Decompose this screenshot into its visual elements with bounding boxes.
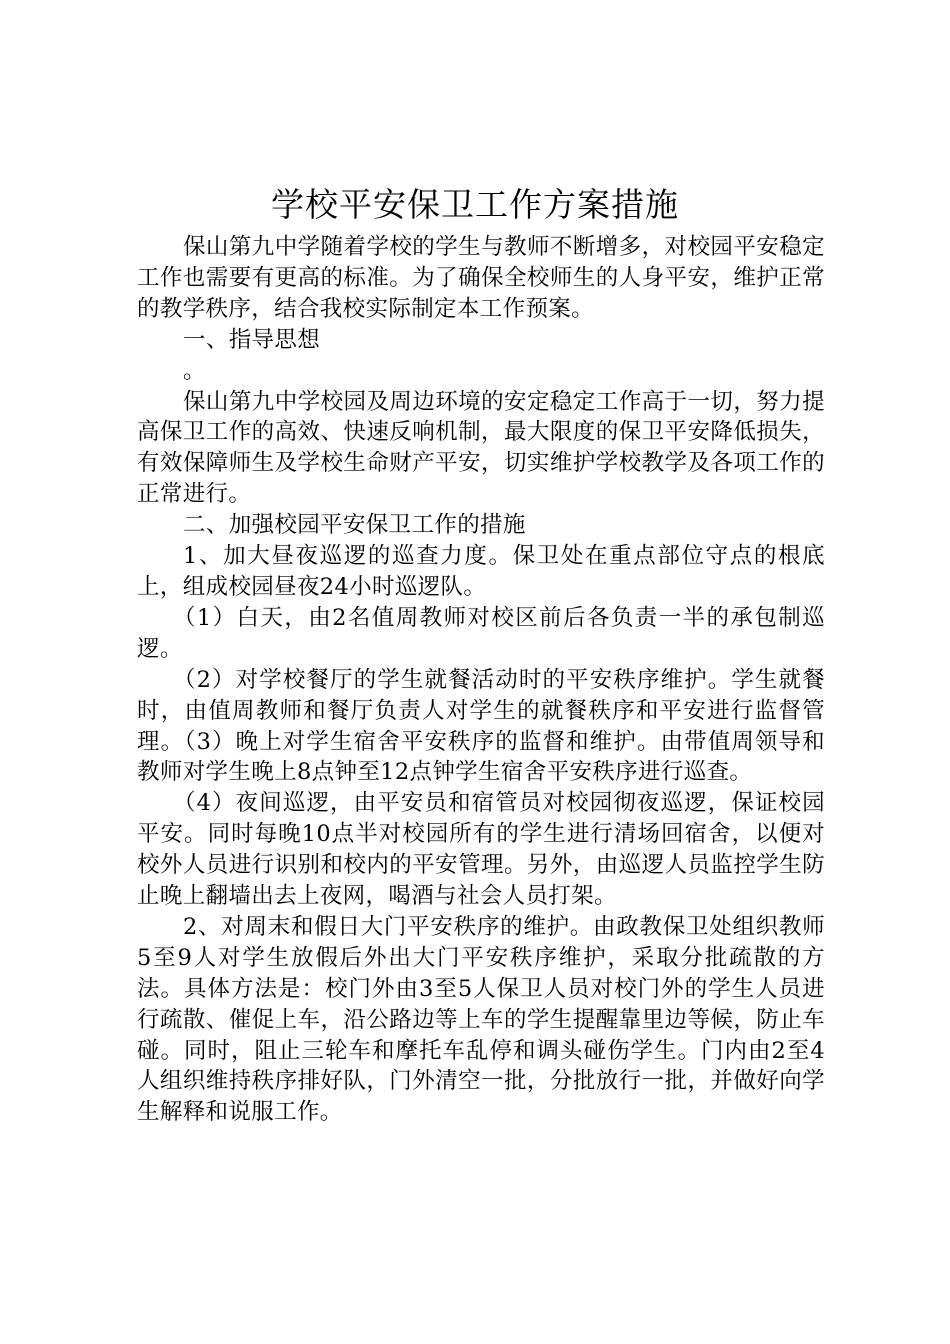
measure-1-item-1: （1）白天，由2名值周教师对校区前后各负责一半的承包制巡逻。 <box>137 604 825 662</box>
measure-1-item-2-3: （2）对学校餐厅的学生就餐活动时的平安秩序维护。学生就餐时，由值周教师和餐厅负责人对学生的就餐秩序和平安进行监督管理。（3）晚上对学生宿舍平安秩序的监督和维护。由带值周领导和教师对学生晚上8点钟至12点钟学生宿舍平安秩序进行巡查。 <box>137 666 825 786</box>
measure-1-item-4: （4）夜间巡逻，由平安员和宿管员对校园彻夜巡逻，保证校园平安。同时每晚10点半对校园所有的学生进行清场回宿舍，以便对校外人员进行识别和校内的平安管理。另外，由巡逻人员监控学生防止晚上翻墙出去上夜网，喝酒与社会人员打架。 <box>137 790 825 910</box>
guiding-thought-paragraph: 保山第九中学校园及周边环境的安定稳定工作高于一切，努力提高保卫工作的高效、快速反响机制，最大限度的保卫平安降低损失，有效保障师生及学校生命财产平安，切实维护学校教学及各项工作的正常进行。 <box>137 388 825 508</box>
measure-1-paragraph: 1、加大昼夜巡逻的巡查力度。保卫处在重点部位守点的根底上，组成校园昼夜24小时巡逻队。 <box>137 543 825 600</box>
section-heading-measures: 二、加强校园平安保卫工作的措施 <box>183 512 526 539</box>
document-body <box>137 232 825 1128</box>
document-title: 学校平安保卫工作方案措施 <box>271 185 679 224</box>
measure-2-paragraph: 2、对周末和假日大门平安秩序的维护。由政教保卫处组织教师5至9人对学生放假后外出大门平安秩序维护，采取分批疏散的方法。具体方法是：校门外由3至5人保卫人员对校门外的学生人员进行疏散、催促上车，沿公路边等上车的学生提醒靠里边等候，防止车碰。同时，阻止三轮车和摩托车乱停和调头碰伤学生。门内由2至4人组织维持秩序排好队，门外清空一批，分批放行一批，并做好向学生解释和说服工作。 <box>137 913 825 1126</box>
section-heading-guiding-thought: 一、指导思想 <box>183 326 321 353</box>
paragraph-period: 。 <box>183 357 206 384</box>
intro-paragraph: 保山第九中学随着学校的学生与教师不断增多，对校园平安稳定工作也需要有更高的标准。为了确保全校师生的人身平安，维护正常的教学秩序，结合我校实际制定本工作预案。 <box>137 234 825 322</box>
